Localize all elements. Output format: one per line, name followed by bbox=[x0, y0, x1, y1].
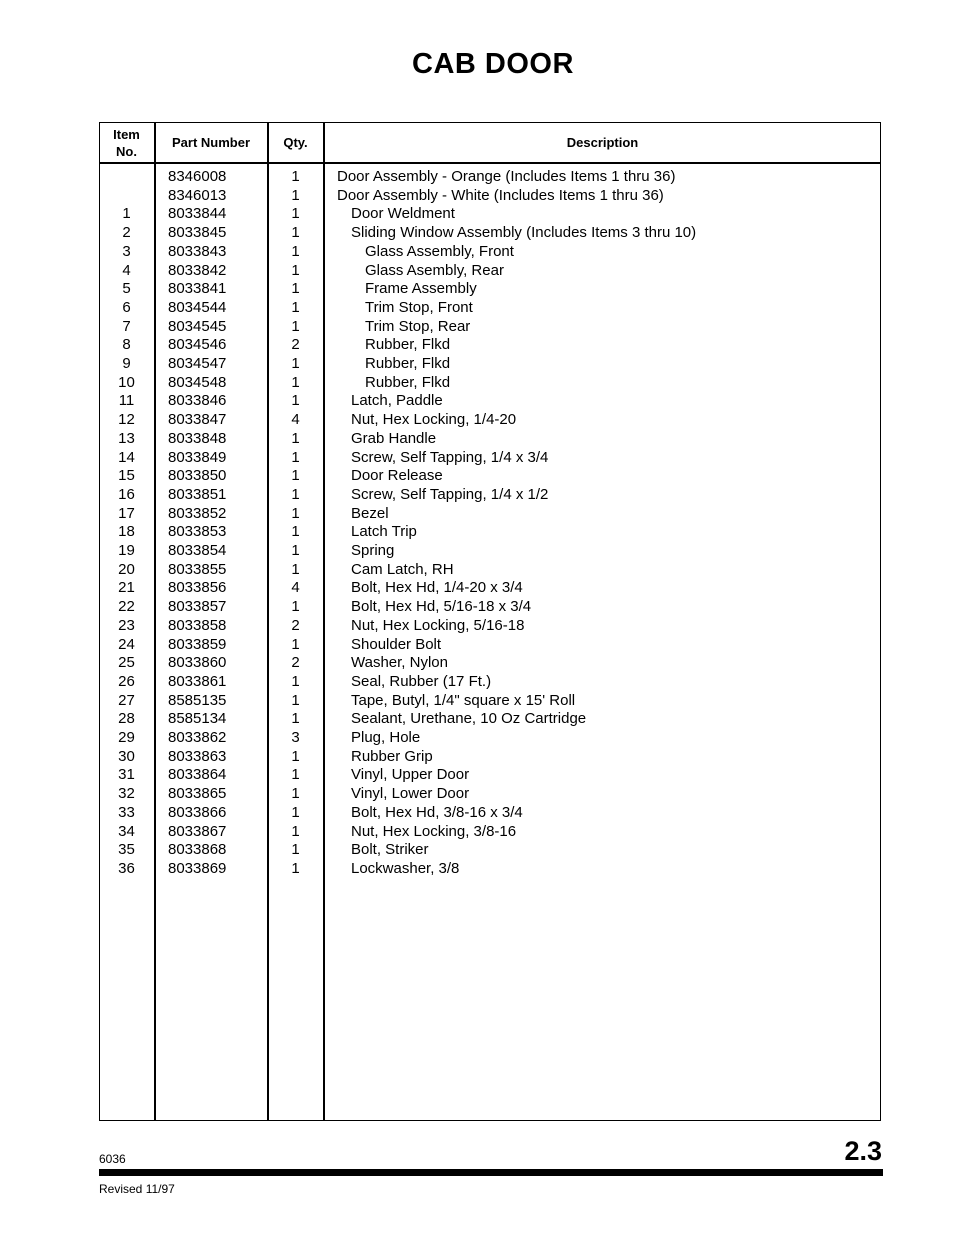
quantity: 1 bbox=[291, 429, 300, 447]
quantity: 1 bbox=[291, 280, 300, 298]
part-number: 8033845 bbox=[168, 224, 227, 242]
description: Bolt, Hex Hd, 5/16-18 x 3/4 bbox=[351, 598, 532, 616]
quantity: 1 bbox=[291, 672, 300, 690]
item-number: 13 bbox=[118, 429, 135, 447]
item-number: 23 bbox=[118, 616, 135, 634]
quantity: 1 bbox=[291, 598, 300, 616]
part-number: 8033858 bbox=[168, 616, 227, 634]
quantity: 1 bbox=[291, 785, 300, 803]
part-number: 8033867 bbox=[168, 822, 227, 840]
revised-date: Revised 11/97 bbox=[99, 1182, 175, 1196]
item-number: 16 bbox=[118, 485, 135, 503]
part-number: 8033848 bbox=[168, 429, 227, 447]
description: Grab Handle bbox=[351, 429, 437, 447]
part-number: 8033853 bbox=[168, 523, 227, 541]
part-number: 8033862 bbox=[168, 729, 227, 746]
part-number: 8033855 bbox=[168, 560, 227, 578]
quantity: 4 bbox=[291, 411, 300, 429]
item-number: 11 bbox=[118, 392, 135, 410]
description: Vinyl, Upper Door bbox=[351, 766, 470, 784]
item-number: 3 bbox=[122, 242, 131, 260]
description: Rubber, Flkd bbox=[365, 336, 451, 354]
header-item-no bbox=[99, 126, 154, 160]
description: Nut, Hex Locking, 3/8-16 bbox=[351, 822, 517, 840]
description: Door Assembly - Orange (Includes Items 1 thru 36) bbox=[337, 168, 676, 185]
part-number: 8034544 bbox=[168, 298, 227, 316]
quantity: 1 bbox=[291, 261, 300, 279]
quantity: 1 bbox=[291, 448, 300, 466]
column-divider bbox=[323, 122, 325, 1121]
item-number: 27 bbox=[118, 691, 135, 709]
item-number: 19 bbox=[118, 542, 135, 559]
item-number: 21 bbox=[118, 579, 135, 597]
part-number: 8033866 bbox=[168, 803, 227, 821]
header-part-number: Part Number bbox=[171, 135, 251, 150]
part-number: 8033843 bbox=[168, 242, 227, 260]
description: Tape, Butyl, 1/4" square x 15' Roll bbox=[351, 691, 576, 709]
quantity: 2 bbox=[291, 336, 300, 354]
part-number: 8034546 bbox=[168, 336, 227, 354]
part-number: 8033850 bbox=[168, 467, 227, 485]
description: Seal, Rubber (17 Ft.) bbox=[351, 672, 492, 690]
part-number: 8033851 bbox=[168, 485, 227, 503]
part-number: 8033857 bbox=[168, 598, 227, 616]
description: Bolt, Striker bbox=[351, 841, 429, 859]
header-item-line2: No. bbox=[116, 144, 137, 159]
item-number: 26 bbox=[118, 672, 135, 690]
item-number: 30 bbox=[118, 747, 135, 765]
part-number: 8033849 bbox=[168, 448, 227, 466]
quantity: 1 bbox=[291, 186, 300, 204]
part-number: 8033861 bbox=[168, 672, 227, 690]
part-number: 8033841 bbox=[168, 280, 227, 298]
quantity: 1 bbox=[291, 224, 300, 242]
quantity: 1 bbox=[291, 355, 300, 372]
item-number: 5 bbox=[122, 280, 131, 298]
description: Door Release bbox=[351, 467, 443, 485]
description: Glass Asembly, Rear bbox=[365, 261, 504, 279]
quantity: 2 bbox=[291, 654, 300, 672]
description: Lockwasher, 3/8 bbox=[351, 859, 460, 877]
description: Screw, Self Tapping, 1/4 x 3/4 bbox=[351, 448, 549, 466]
item-number: 28 bbox=[118, 710, 135, 728]
item-number: 18 bbox=[118, 523, 135, 541]
description: Latch, Paddle bbox=[351, 392, 443, 410]
description: Door Assembly - White (Includes Items 1 thru 36) bbox=[337, 186, 664, 204]
quantity: 1 bbox=[291, 317, 300, 335]
quantity: 1 bbox=[291, 373, 300, 391]
item-number: 8 bbox=[122, 336, 131, 354]
part-number: 8033852 bbox=[168, 504, 227, 522]
part-number: 8033860 bbox=[168, 654, 227, 672]
item-number: 2 bbox=[122, 224, 131, 242]
description: Nut, Hex Locking, 1/4-20 bbox=[351, 411, 517, 429]
header-item-line1: Item bbox=[113, 127, 140, 142]
description: Door Weldment bbox=[351, 205, 455, 223]
part-number: 8034545 bbox=[168, 317, 227, 335]
description: Rubber Grip bbox=[351, 747, 433, 765]
part-number: 8033847 bbox=[168, 411, 227, 429]
quantity: 1 bbox=[291, 803, 300, 821]
part-number: 8033844 bbox=[168, 205, 227, 223]
part-number: 8033863 bbox=[168, 747, 227, 765]
description: Bolt, Hex Hd, 1/4-20 x 3/4 bbox=[351, 579, 523, 597]
part-number: 8346013 bbox=[168, 186, 227, 204]
item-number: 36 bbox=[118, 859, 135, 877]
description: Glass Assembly, Front bbox=[365, 242, 514, 260]
item-number: 7 bbox=[122, 317, 131, 335]
description: Trim Stop, Rear bbox=[365, 317, 471, 335]
description: Spring bbox=[351, 542, 395, 559]
part-number: 8033868 bbox=[168, 841, 227, 859]
part-number: 8033856 bbox=[168, 579, 227, 597]
quantity: 1 bbox=[291, 542, 300, 559]
description: Shoulder Bolt bbox=[351, 635, 442, 653]
part-number: 8585135 bbox=[168, 691, 227, 709]
header-divider bbox=[99, 162, 881, 164]
item-number: 10 bbox=[118, 373, 135, 391]
quantity: 1 bbox=[291, 859, 300, 877]
quantity: 1 bbox=[291, 467, 300, 485]
quantity: 2 bbox=[291, 616, 300, 634]
quantity: 1 bbox=[291, 710, 300, 728]
item-number: 25 bbox=[118, 654, 135, 672]
quantity: 1 bbox=[291, 392, 300, 410]
item-number: 14 bbox=[118, 448, 135, 466]
description: Frame Assembly bbox=[365, 280, 477, 298]
part-number: 8346008 bbox=[168, 168, 227, 185]
description: Bolt, Hex Hd, 3/8-16 x 3/4 bbox=[351, 803, 523, 821]
page-title: CAB DOOR bbox=[412, 48, 574, 80]
item-number: 32 bbox=[118, 785, 135, 803]
item-number: 35 bbox=[118, 841, 135, 859]
quantity: 3 bbox=[291, 729, 300, 746]
item-number: 12 bbox=[118, 411, 135, 429]
item-number: 9 bbox=[122, 355, 131, 372]
quantity: 1 bbox=[291, 205, 300, 223]
item-number: 6 bbox=[122, 298, 131, 316]
part-number: 8033859 bbox=[168, 635, 227, 653]
part-number: 8033869 bbox=[168, 859, 227, 877]
description: Vinyl, Lower Door bbox=[351, 785, 470, 803]
quantity: 1 bbox=[291, 504, 300, 522]
footer-rule bbox=[99, 1169, 883, 1176]
header-qty: Qty. bbox=[283, 135, 308, 150]
part-number: 8033864 bbox=[168, 766, 227, 784]
description: Sealant, Urethane, 10 Oz Cartridge bbox=[351, 710, 587, 728]
description: Rubber, Flkd bbox=[365, 373, 451, 391]
item-number: 4 bbox=[122, 261, 131, 279]
description: Nut, Hex Locking, 5/16-18 bbox=[351, 616, 525, 634]
item-number: 29 bbox=[118, 729, 135, 746]
item-number: 17 bbox=[118, 504, 135, 522]
quantity: 1 bbox=[291, 168, 300, 185]
part-number: 8033842 bbox=[168, 261, 227, 279]
item-number: 24 bbox=[118, 635, 135, 653]
header-description: Description bbox=[566, 135, 639, 150]
quantity: 1 bbox=[291, 766, 300, 784]
quantity: 1 bbox=[291, 485, 300, 503]
description: Sliding Window Assembly (Includes Items 3 thru 10) bbox=[351, 224, 697, 242]
part-number: 8034547 bbox=[168, 355, 227, 372]
quantity: 4 bbox=[291, 579, 300, 597]
quantity: 1 bbox=[291, 822, 300, 840]
quantity: 1 bbox=[291, 242, 300, 260]
description: Cam Latch, RH bbox=[351, 560, 454, 578]
quantity: 1 bbox=[291, 747, 300, 765]
description: Plug, Hole bbox=[351, 729, 421, 746]
item-number: 34 bbox=[118, 822, 135, 840]
column-divider bbox=[154, 122, 156, 1121]
item-number: 15 bbox=[118, 467, 135, 485]
quantity: 1 bbox=[291, 560, 300, 578]
item-number: 31 bbox=[118, 766, 135, 784]
document-code: 6036 bbox=[99, 1152, 126, 1166]
description: Bezel bbox=[351, 504, 389, 522]
item-number: 22 bbox=[118, 598, 135, 616]
description: Washer, Nylon bbox=[351, 654, 448, 672]
quantity: 1 bbox=[291, 841, 300, 859]
part-number: 8033854 bbox=[168, 542, 227, 559]
quantity: 1 bbox=[291, 691, 300, 709]
description: Trim Stop, Front bbox=[365, 298, 473, 316]
section-number: 2.3 bbox=[844, 1136, 882, 1166]
description: Latch Trip bbox=[351, 523, 417, 541]
part-number: 8034548 bbox=[168, 373, 227, 391]
part-number: 8033865 bbox=[168, 785, 227, 803]
quantity: 1 bbox=[291, 635, 300, 653]
quantity: 1 bbox=[291, 298, 300, 316]
item-number: 1 bbox=[122, 205, 131, 223]
item-number: 20 bbox=[118, 560, 135, 578]
part-number: 8033846 bbox=[168, 392, 227, 410]
quantity: 1 bbox=[291, 523, 300, 541]
description: Screw, Self Tapping, 1/4 x 1/2 bbox=[351, 485, 549, 503]
description: Rubber, Flkd bbox=[365, 355, 451, 372]
item-number: 33 bbox=[118, 803, 135, 821]
part-number: 8585134 bbox=[168, 710, 227, 728]
